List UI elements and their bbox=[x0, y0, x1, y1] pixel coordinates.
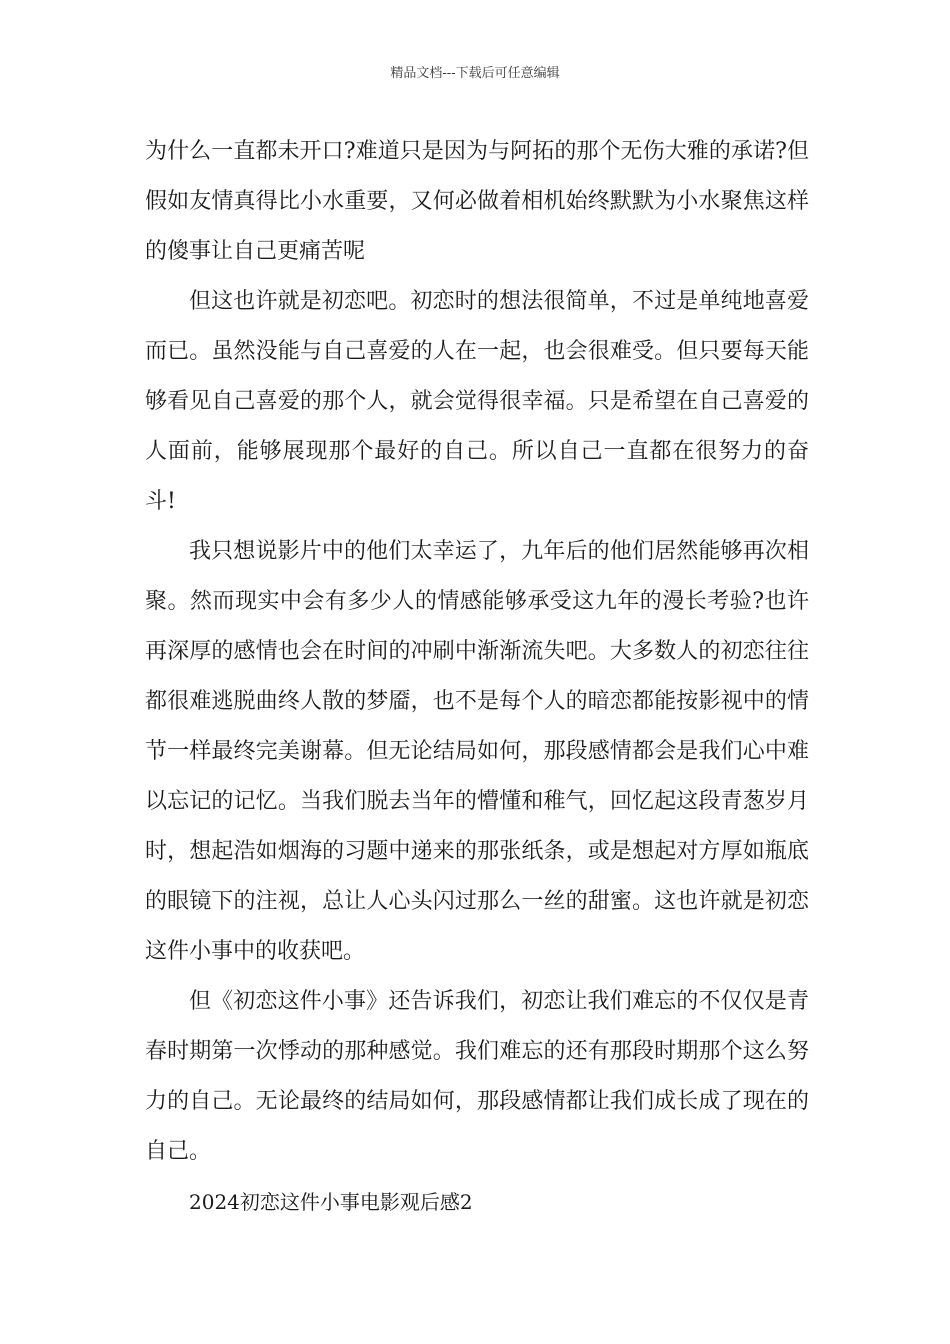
paragraph-4: 但《初恋这件小事》还告诉我们，初恋让我们难忘的不仅仅是青春时期第一次悸动的那种感觉。我们难忘的还有那段时期那个这么努力的自己。无论最终的结局如何，那段感情都让我们成长成了现在的自己。 bbox=[145, 989, 809, 1164]
paragraph-3: 我只想说影片中的他们太幸运了，九年后的他们居然能够再次相聚。然而现实中会有多少人的情感能够承受这九年的漫长考验?也许再深厚的感情也会在时间的冲刷中渐渐流失吧。大多数人的初恋往往都很难逃脱曲终人散的梦靥，也不是每个人的暗恋都能按影视中的情节一样最终完美谢幕。但无论结局如何，那段感情都会是我们心中难以忘记的记忆。当我们脱去当年的懵懂和稚气，回忆起这段青葱岁月时，想起浩如烟海的习题中递来的那张纸条，或是想起对方厚如瓶底的眼镜下的注视，总让人心头闪过那么一丝的甜蜜。这也许就是初恋这件小事中的收获吧。 bbox=[145, 539, 809, 964]
paragraph-2: 但这也许就是初恋吧。初恋时的想法很简单，不过是单纯地喜爱而已。虽然没能与自己喜爱的人在一起，也会很难受。但只要每天能够看见自己喜爱的那个人，就会觉得很幸福。只是希望在自己喜爱的人面前，能够展现那个最好的自己。所以自己一直都在很努力的奋斗! bbox=[145, 289, 809, 514]
paragraph-1: 为什么一直都未开口?难道只是因为与阿拓的那个无伤大雅的承诺?但假如友情真得比小水重要，又何必做着相机始终默默为小水聚焦这样的傻事让自己更痛苦呢 bbox=[145, 139, 809, 264]
section-heading: 2024初恋这件小事电影观后感2 bbox=[189, 1190, 473, 1214]
document-body bbox=[145, 127, 809, 1227]
page-header: 精品文档---下载后可任意编辑 bbox=[390, 66, 560, 81]
